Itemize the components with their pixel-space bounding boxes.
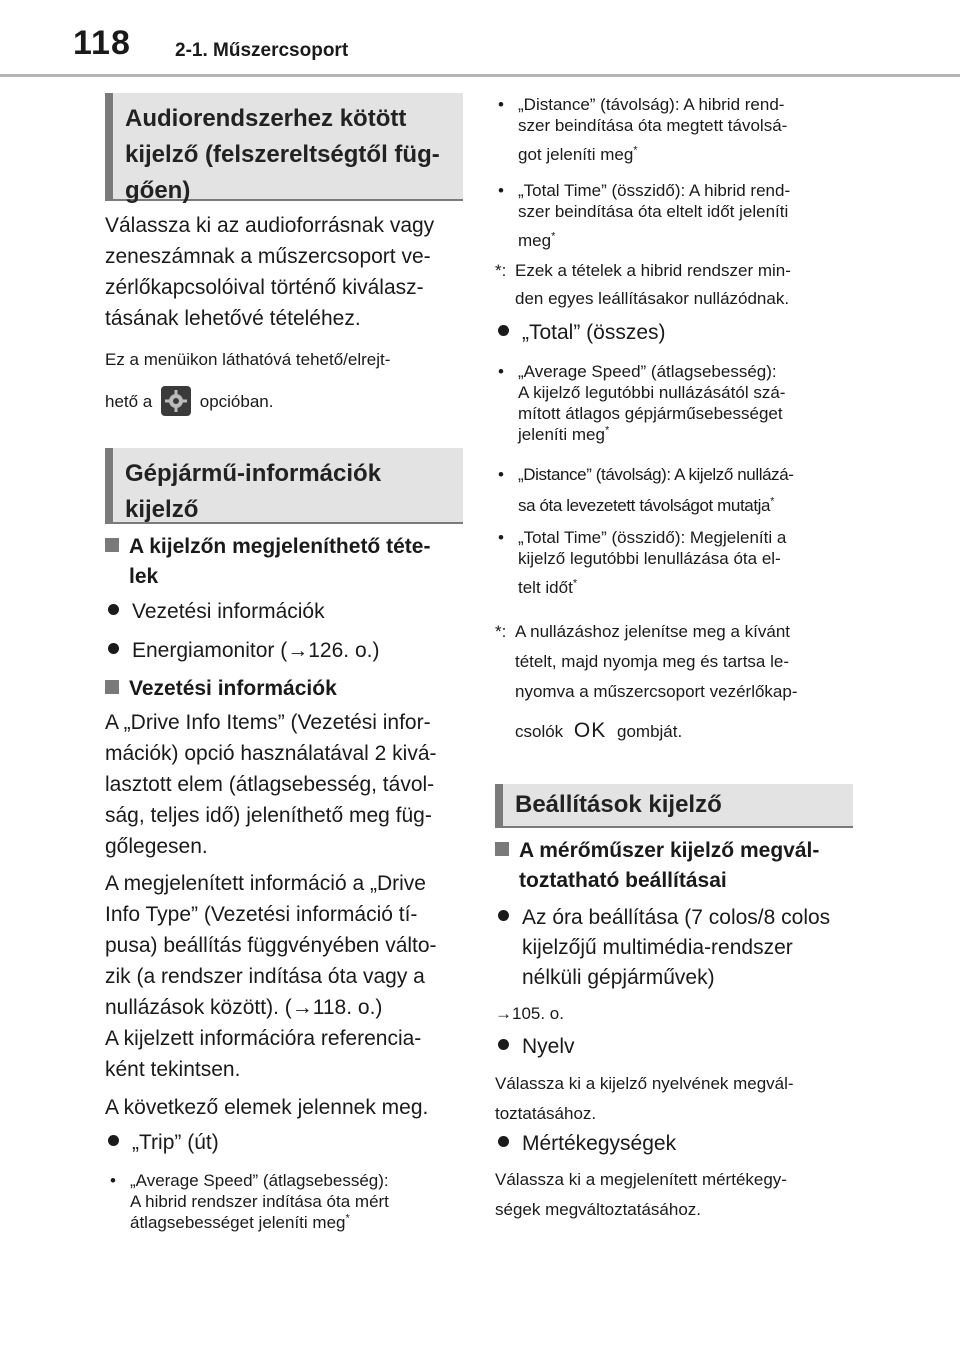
heading-line: gően) — [125, 177, 191, 204]
audio-display-heading — [105, 93, 463, 204]
total-total-time: • „Total Time” (összidő): Megjeleníti a kijelző legutóbbi lenullázása óta el- telt időt* — [498, 528, 787, 597]
ok-button-icon: OK — [573, 719, 607, 742]
reset-footnote: *: A nullázáshoz jelenítse meg a kívánt tételt, majd nyomja meg és tartsa le- nyomva a műszercsoport vezérlőkap- csolók OK gombját. — [495, 622, 798, 742]
gauge-settings-subheading: A mérőműszer kijelző megvál- toztatható beállításai — [495, 836, 860, 896]
driving-info-para4: A következő elemek jelennek meg. — [105, 1096, 429, 1119]
total-distance: • „Distance” (távolság): A kijelző nullázá- sa óta levezetett távolságot mutatja* — [498, 465, 794, 515]
audio-description — [105, 210, 465, 334]
heading-line: kijelző — [125, 496, 199, 523]
settings-heading: Beállítások kijelző — [495, 784, 853, 828]
bullet-clock-settings: Az óra beállítása (7 colos/8 colos kijelzőjű multimédia-rendszer nélküli gépjárművek) — [498, 903, 858, 993]
bullet-units: Mértékegységek — [498, 1129, 676, 1159]
bullet-dot-icon — [498, 325, 509, 336]
vehicle-info-heading — [105, 448, 463, 524]
language-description: Válassza ki a kijelző nyelvének megvál- toztatásához. — [495, 1074, 794, 1123]
displayable-items-subheading: A kijelzőn megjeleníthető téte- lek — [105, 532, 465, 592]
text-line: Válassza ki az audioforrásnak vagy — [105, 214, 435, 237]
bullet-language: Nyelv — [498, 1032, 575, 1062]
bullet-dot-icon — [108, 604, 119, 615]
text-line: Ez a menüikon láthatóvá tehető/elrejt- — [105, 350, 391, 369]
page-number: 118 — [73, 24, 131, 62]
bullet-total: „Total” (összes) — [498, 318, 666, 348]
text-line: zeneszámnak a műszercsoport ve- — [105, 245, 431, 268]
section-title: 2-1. Műszercsoport — [175, 40, 349, 61]
text-line: zérlőkapcsolóival történő kiválasz- — [105, 276, 424, 299]
bullet-dot-icon — [108, 1135, 119, 1146]
trip-distance: • „Distance” (távolság): A hibrid rend- szer beindítása óta megtett távolsá- got jeleníti meg* — [498, 95, 788, 164]
text-line: tásának lehetővé tételéhez. — [105, 307, 361, 330]
driving-info-para2: A megjelenített információ a „Drive Info Type” (Vezetési információ tí- pusa) beállítás függvényében válto- zik (a rendszer indítása óta vagy a nullázások között). (→118. o.) — [105, 872, 437, 1019]
menu-icon-note — [105, 347, 465, 416]
square-bullet-icon — [495, 842, 509, 856]
page-header — [0, 0, 960, 76]
heading-line: Audiorendszerhez kötött — [125, 105, 407, 132]
driving-info-para1: A „Drive Info Items” (Vezetési infor- mációk) opció használatával 2 kivá- lasztott elem (átlagsebesség, távol- ság, teljes idő) jeleníthető meg füg- gőlegesen. — [105, 711, 437, 858]
driving-info-subheading: Vezetési információk — [105, 674, 337, 704]
square-bullet-icon — [105, 680, 119, 694]
trip-total-time: • „Total Time” (összidő): A hibrid rend- szer beindítása óta eltelt időt jeleníti meg* — [498, 181, 791, 250]
square-bullet-icon — [105, 538, 119, 552]
total-average-speed: • „Average Speed” (átlagsebesség): A kijelző legutóbbi nullázásától szá- mított átlagos gépjárműsebességet jeleníti meg* — [498, 362, 786, 444]
heading-line: Gépjármű-információk — [125, 460, 382, 487]
heading-line: kijelző (felszereltségtől füg- — [125, 141, 440, 168]
bullet-driving-info: Vezetési információk — [108, 597, 325, 627]
bullet-dot-icon — [498, 910, 509, 921]
gear-icon — [161, 386, 191, 416]
units-description: Válassza ki a megjelenített mértékegy- ségek megváltoztatásához. — [495, 1170, 787, 1219]
trip-footnote: *: Ezek a tételek a hibrid rendszer min- den egyes leállításakor nullázódnak. — [495, 261, 791, 308]
clock-page-reference: →105. o. — [495, 1004, 564, 1023]
bullet-dot-icon — [498, 1136, 509, 1147]
bullet-dot-icon — [108, 643, 119, 654]
trip-average-speed: • „Average Speed” (átlagsebesség): A hibrid rendszer indítása óta mért átlagsebességet jeleníti meg* — [110, 1171, 389, 1232]
driving-info-para3: A kijelzett információra referencia- ként tekintsen. — [105, 1027, 422, 1081]
header-rule — [0, 74, 960, 77]
bullet-energy-monitor: Energiamonitor (→126. o.) — [108, 636, 379, 666]
bullet-dot-icon — [498, 1039, 509, 1050]
bullet-trip: „Trip” (út) — [108, 1128, 219, 1158]
text-line: hető a opcióban. — [105, 386, 465, 416]
